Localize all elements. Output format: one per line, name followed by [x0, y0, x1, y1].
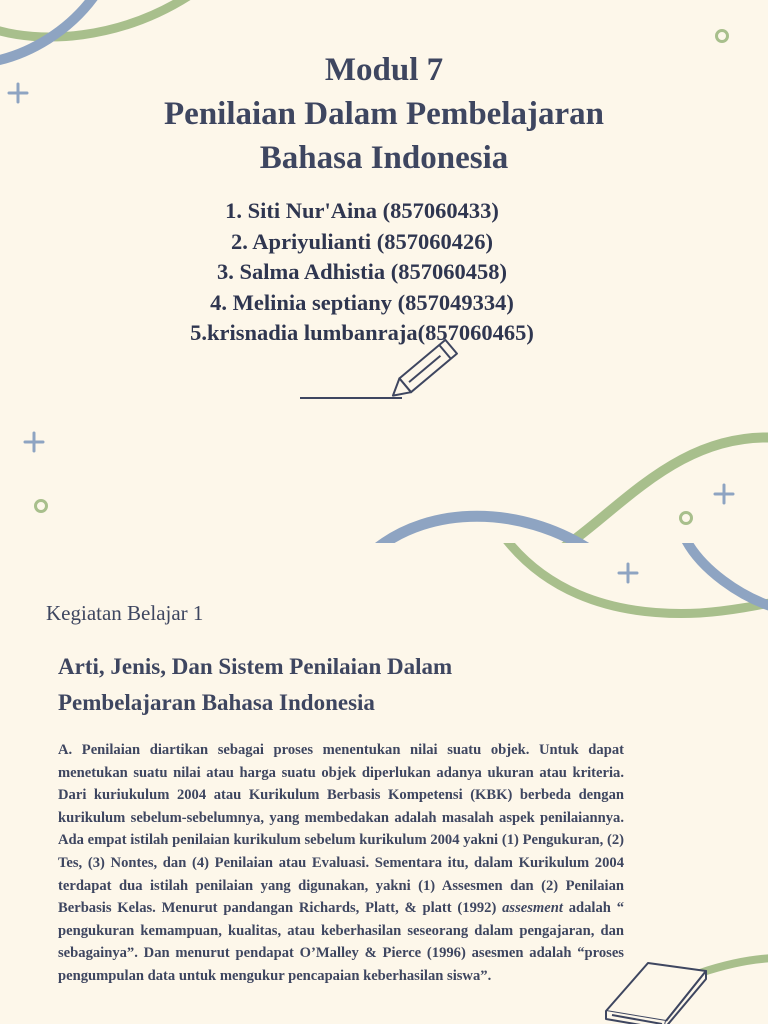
member-item: 5.krisnadia lumbanraja(857060465): [190, 320, 534, 345]
member-item: 3. Salma Adhistia (857060458): [216, 259, 508, 284]
circle-icon: [681, 513, 692, 524]
green-curve-bottom: [700, 958, 768, 973]
section-heading: [58, 649, 618, 721]
green-curve-top: [505, 543, 768, 613]
module-title: [0, 48, 768, 180]
paragraph-text: A. Penilaian diartikan sebagai proses menentukan nilai suatu objek. Untuk dapat menetukan suatu nilai atau harga suatu objek diperlukan adanya ukuran atau kriteria. Dari kuriukulum 2004 atau Kurikulum Berbasis Kompetensi (KBK) berbeda dengan kurikulum sebelum-sebelumnya, yang membedakan adalah masalah aspek penilaiannya. Ada empat istilah penilaian kurikulum sebelum kurikulum 2004 yakni (1) Pengukuran, (2) Tes, (3) Nontes, dan (4) Penilaian atau Evaluasi. Sementara itu, dalam Kurikulum 2004 terdapat dua istilah penilaian yang digunakan, yakni (1) Assesmen dan (2) Penilaian Berbasis Kelas. Menurut pandangan Richards, Platt, & platt (1992): [58, 742, 624, 917]
pencil-icon: [300, 340, 457, 403]
plus-icon: [715, 485, 733, 503]
blue-curve-top: [685, 543, 768, 609]
blue-curve-bottom: [375, 516, 590, 543]
plus-icon: [619, 564, 637, 582]
circle-icon: [717, 31, 728, 42]
member-item: 2. Apriyulianti (857060426): [231, 228, 493, 254]
member-item: 4. Melinia septiany (857049334): [210, 289, 514, 315]
content-slide: [0, 543, 768, 1024]
title-line: Penilaian Dalam Pembelajaran: [164, 96, 604, 132]
green-curve-bottom: [560, 437, 768, 543]
body-paragraph: [58, 739, 624, 988]
green-curve-top: [0, 0, 190, 37]
title-line: Modul 7: [324, 52, 444, 88]
heading-line: Pembelajaran Bahasa Indonesia: [58, 690, 375, 715]
paragraph-text: adalah “ pengukuran kemampuan, kualitas, atau keberhasilan seseorang dalam pengajaran, dan sebagainya”. Dan menurut pendapat O’Malley & Pierce (1996) asesmen adalah “proses pengumpulan data untuk mengukur pencapaian keberhasilan siswa”.: [58, 900, 624, 984]
plus-icon: [25, 433, 43, 451]
circle-icon: [36, 501, 47, 512]
title-line: Bahasa Indonesia: [259, 140, 509, 176]
activity-label: Kegiatan Belajar 1: [46, 601, 204, 625]
member-list: [0, 196, 724, 349]
heading-line: Arti, Jenis, Dan Sistem Penilaian Dalam: [58, 654, 453, 679]
member-item: 1. Siti Nur'Aina (857060433): [225, 198, 499, 223]
italic-term: assesment: [502, 900, 563, 917]
